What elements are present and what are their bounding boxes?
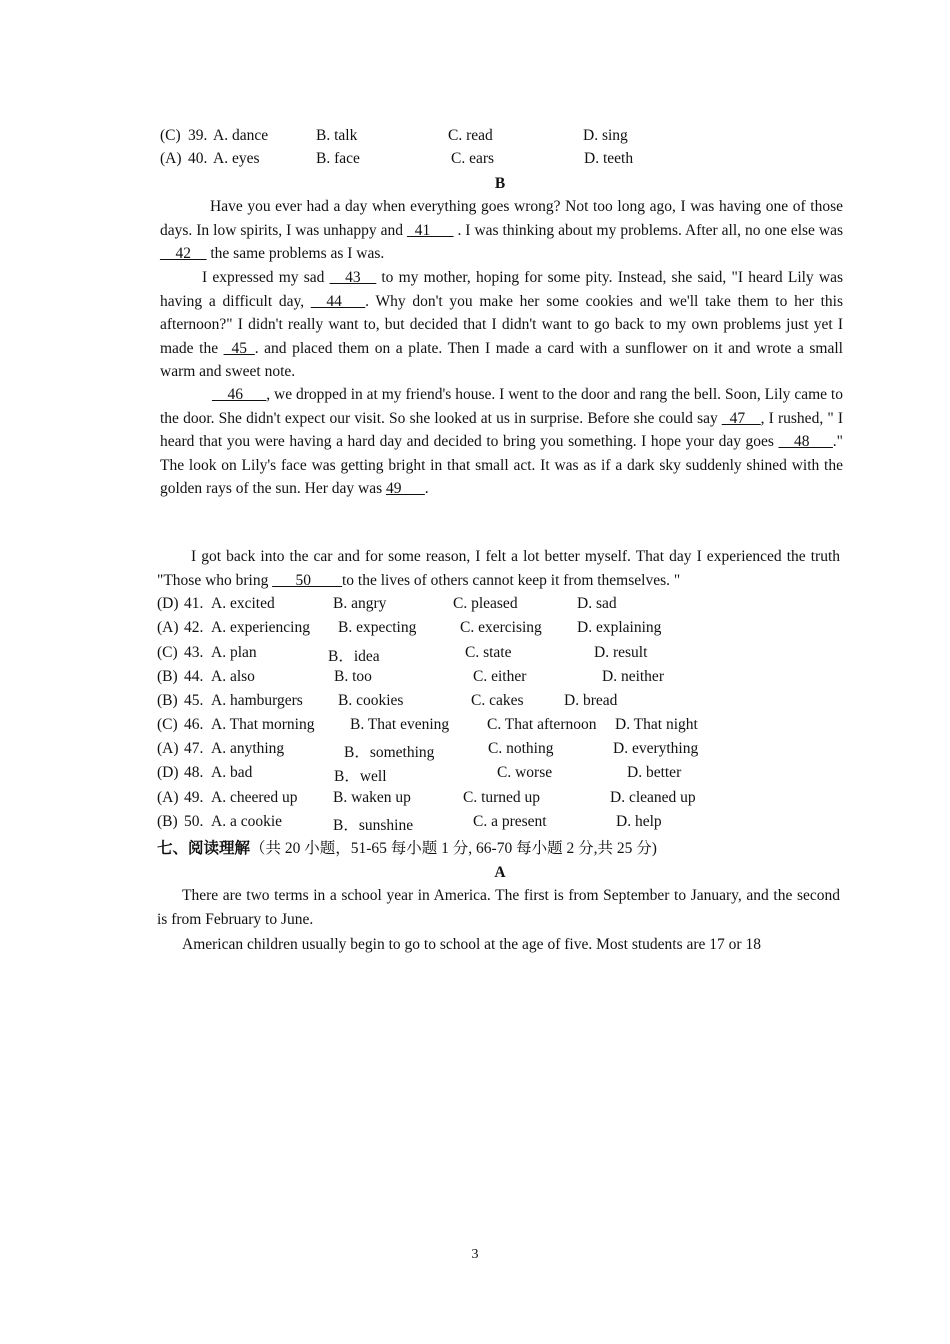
option-d: D. neither xyxy=(602,668,664,685)
answer: (C) xyxy=(157,716,178,733)
option-c: C. nothing xyxy=(488,740,554,757)
blank-47: _47__ xyxy=(721,409,761,427)
blank-48: __48___ xyxy=(778,433,833,450)
option-a: A. hamburgers xyxy=(211,692,303,709)
answer: (D) xyxy=(157,595,179,612)
option-d: D. better xyxy=(627,764,682,781)
option-b: B．something xyxy=(344,744,435,761)
question-number: 50. xyxy=(184,813,204,830)
answer: (B) xyxy=(157,813,178,830)
section-b-title: B xyxy=(494,175,506,192)
option-a: A. excited xyxy=(211,595,275,612)
question-number: 44. xyxy=(184,668,204,685)
answer: (A) xyxy=(160,150,182,167)
option-a: A. also xyxy=(211,668,255,685)
option-b: B. too xyxy=(334,668,372,685)
option-d: D. That night xyxy=(615,716,698,733)
option-d: D. sad xyxy=(577,595,617,612)
passage-a-paragraph-2: American children usually begin to go to school at the age of five. Most students are 17 or 18 xyxy=(182,936,761,953)
option-d: D. sing xyxy=(583,127,628,144)
option-b: B. expecting xyxy=(338,619,417,636)
option-d: D. help xyxy=(616,813,662,830)
option-c: C. state xyxy=(465,644,512,661)
passage-b-paragraph-2: I expressed my sad __43__ to my mother, hoping for some pity. Instead, she said, "I heard Lily was having a difficult day, __44___. Why don't you make her some cookies and we'll take them to her this afternoon?" I didn't really want to, but decided that I didn't want to go back to my own problems just yet I made the _45_. and placed them on a plate. Then I made a card with a sunflower on it and wrote a small warm and sweet note. xyxy=(160,269,844,380)
passage-b-paragraph-3: __46___, we dropped in at my friend's house. I went to the door and rang the bell. Soon, Lily came to the door. She didn't expect our visit. So she looked at us in surprise. Before she could say _47__, I rushed, " I heard that you were having a hard day and decided to bring you something. I hope your day goes __48___." The look on Lily's face was getting bright in that small act. It was as if a dark sky suddenly shined with the golden rays of the sun. Her day was 49___. xyxy=(160,386,843,497)
question-number: 45. xyxy=(184,692,204,709)
option-a: A. plan xyxy=(211,644,257,661)
question-number: 40. xyxy=(188,150,208,167)
option-c: C. pleased xyxy=(453,595,518,612)
option-b: B. face xyxy=(316,150,360,167)
option-c: C. That afternoon xyxy=(487,716,597,733)
answer: (B) xyxy=(157,692,178,709)
option-a: A. That morning xyxy=(211,716,315,733)
answer: (C) xyxy=(160,127,181,144)
option-b: B．idea xyxy=(328,648,380,665)
option-d: D. cleaned up xyxy=(610,789,696,806)
blank-43: __43__ xyxy=(329,269,377,286)
answer: (C) xyxy=(157,644,178,661)
option-d: D. teeth xyxy=(584,150,634,167)
option-c: C. cakes xyxy=(471,692,524,709)
option-d: D. explaining xyxy=(577,619,662,636)
option-d: D. everything xyxy=(613,740,699,757)
option-c: C. a present xyxy=(473,813,547,830)
question-number: 41. xyxy=(184,595,204,612)
passage-a-paragraph-1: There are two terms in a school year in America. The first is from September to January, and the second is from February to June. xyxy=(157,887,840,928)
option-b: B. That evening xyxy=(350,716,450,733)
option-d: D. result xyxy=(594,644,648,661)
question-number: 49. xyxy=(184,789,204,806)
answer: (B) xyxy=(157,668,178,685)
blank-41: _41___ xyxy=(407,221,454,239)
option-b: B. talk xyxy=(316,127,358,144)
option-d: D. bread xyxy=(564,692,618,709)
answer: (A) xyxy=(157,619,179,636)
option-b: B. cookies xyxy=(338,692,404,709)
answer: (A) xyxy=(157,789,179,806)
section-7-note: （共 20 小题，51-65 每小题 1 分, 66-70 每小题 2 分,共 25 分) xyxy=(250,840,657,857)
blank-50: ___50____ xyxy=(272,572,342,589)
question-number: 48. xyxy=(184,764,204,781)
section-7-heading xyxy=(157,836,657,858)
section-a-title: A xyxy=(494,864,506,881)
blank-49: 49___ xyxy=(385,480,425,497)
page-number: 3 xyxy=(471,1247,479,1262)
option-a: A. eyes xyxy=(213,150,260,167)
option-c: C. worse xyxy=(497,764,553,781)
question-number: 47. xyxy=(184,740,204,757)
option-c: C. either xyxy=(473,668,527,685)
option-c: C. exercising xyxy=(460,619,542,636)
option-c: C. turned up xyxy=(463,789,541,806)
question-number: 42. xyxy=(184,619,204,636)
option-b: B. waken up xyxy=(333,789,411,806)
passage-b-paragraph-4: I got back into the car and for some reason, I felt a lot better myself. That day I experienced the truth "Those who bring ___50____to the lives of others cannot keep it from themselves. " xyxy=(157,548,840,589)
option-a: A. experiencing xyxy=(211,619,310,636)
blank-45: _45_ xyxy=(223,339,255,357)
option-a: A. dance xyxy=(213,127,269,144)
option-a: A. cheered up xyxy=(211,789,298,806)
option-b: B．well xyxy=(334,768,387,785)
blank-44: __44___ xyxy=(310,292,366,310)
answer: (D) xyxy=(157,764,179,781)
question-number: 39. xyxy=(188,127,208,144)
question-number: 43. xyxy=(184,644,204,661)
option-c: C. read xyxy=(448,127,493,144)
option-a: A. bad xyxy=(211,764,253,781)
passage-b-paragraph-1: Have you ever had a day when everything goes wrong? Not too long ago, I was having one of those days. In low spirits, I was unhappy and _41___ . I was thinking about my problems. After all, no one else was __42__ the same problems as I was. xyxy=(160,198,843,262)
option-a: A. anything xyxy=(211,740,285,757)
section-7-title: 七、阅读理解 xyxy=(157,840,251,857)
blank-46: __46___ xyxy=(212,386,267,403)
option-a: A. a cookie xyxy=(211,813,283,830)
option-b: B．sunshine xyxy=(333,817,414,834)
option-c: C. ears xyxy=(451,150,495,167)
question-number: 46. xyxy=(184,716,204,733)
blank-42: __42__ xyxy=(160,245,207,262)
option-b: B. angry xyxy=(333,595,387,612)
answer: (A) xyxy=(157,740,179,757)
